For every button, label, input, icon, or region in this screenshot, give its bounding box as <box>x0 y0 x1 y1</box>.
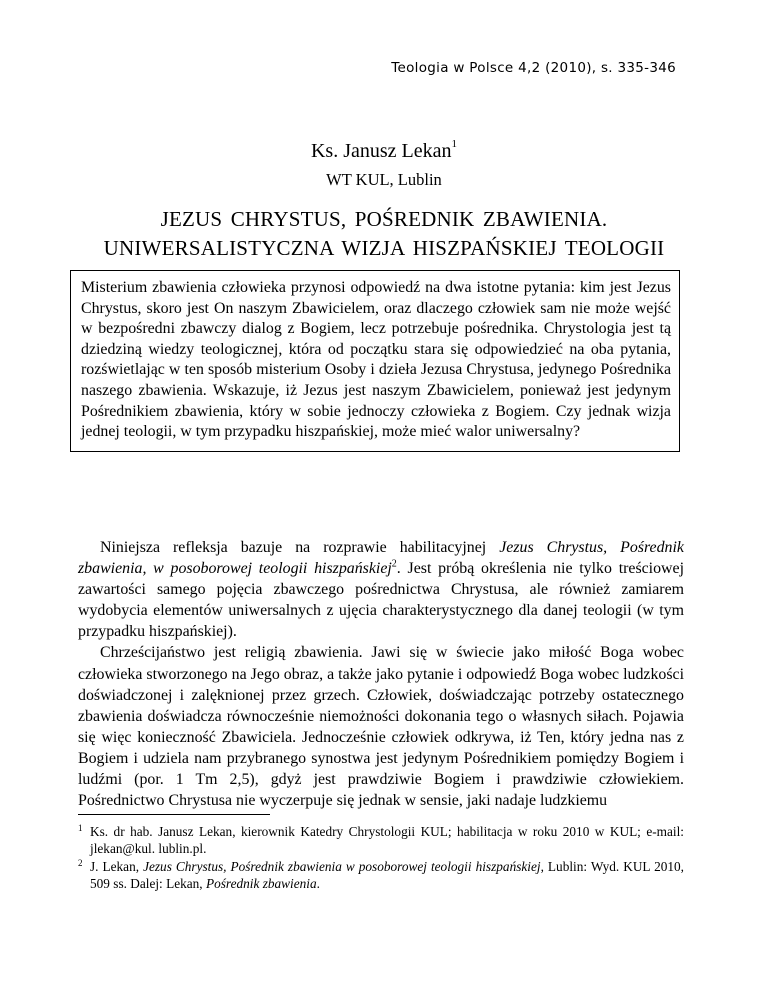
title-line-1: JEZUS CHRYSTUS, POŚREDNIK ZBAWIENIA. <box>160 207 608 231</box>
author-affiliation: WT KUL, Lublin <box>326 170 442 189</box>
title-line-2: UNIWERSALISTYCZNA WIZJA HISZPAŃSKIEJ TEOLOGII <box>103 236 665 260</box>
article-title <box>0 205 768 263</box>
body-paragraph-2: Chrześcijaństwo jest religią zbawienia. Jawi się w świecie jako miłość Boga wobec człowieka stworzonego na Jego obraz, a także jako pytanie i odpowiedź Boga wobec ludzkości doświadczonej i zalęknionej przez grzech. Człowiek, doświadczając potrzeby ostatecznego zbawienia doświadcza równocześnie niemożności dokonania tego o własnych siłach. Pojawia się więc konieczność Zbawiciela. Jednocześnie człowiek odkrywa, iż Ten, który jedna nas z Bogiem i udziela nam przybranego synostwa jest jedynym Pośrednikiem pomiędzy Bogiem i ludźmi (por. 1 Tm 2,5), gdyż jest prawdziwie Bogiem i prawdziwie człowiekiem. Pośrednictwo Chrystusa nie wyczerpuje się jednak w sensie, jaki nadaje ludzkiemu <box>78 644 684 810</box>
abstract-box: Misterium zbawienia człowieka przynosi odpowiedź na dwa istotne pytania: kim jest Jezus Chrystus, skoro jest On naszym Zbawicielem, oraz dlaczego człowiek sam nie może wejść w bezpośredni zbawczy dialog z Bogiem, lecz potrzebuje pośrednika. Chrystologia jest tą dziedziną wiedzy teologicznej, która od początku stara się odpowiedzieć na oba pytania, rozświetlając w ten sposób misterium Osoby i dzieła Jezusa Chrystusa, jedynego Pośrednika naszego zbawienia. Wskazuje, iż Jezus jest naszym Zbawicielem, ponieważ jest jedynym Pośrednikiem zbawienia, który w sobie jednoczy człowieka z Bogiem. Czy jednak wizja jednej teologii, w tym przypadku hiszpańskiej, może mieć walor uniwersalny? <box>70 270 680 452</box>
cited-work-title: Jezus Chrystus, Pośrednik zbawienia, w posoborowej teologii hiszpańskiej <box>78 539 684 578</box>
footnote-divider <box>78 814 270 815</box>
footnote-ref-2[interactable]: 2 <box>391 558 397 570</box>
footnote-1-text: Ks. dr hab. Janusz Lekan, kierownik Katedry Chrystologii KUL; habilitacja w roku 2010 w KUL; e-mail: jlekan@kul. lublin.pl. <box>90 824 684 856</box>
author-line <box>0 140 768 163</box>
author-name: Ks. Janusz Lekan <box>310 140 452 162</box>
footnote-2: $^2$ J. Lekan, Jezus Chrystus, Pośrednik zbawienia w posoborowej teologii hiszpańskiej, Lublin: Wyd. KUL 2010, 509 ss. Dalej: Lekan, Pośrednik zbawienia. <box>78 857 684 891</box>
author-footnote-mark[interactable]: 1 <box>451 138 458 151</box>
footnote-1: $^1$ Ks. dr hab. Janusz Lekan, kierownik Katedry Chrystologii KUL; habilitacja w roku 2010 w KUL; e-mail: jlekan@kul. lublin.pl. <box>78 822 684 856</box>
article-body <box>78 537 684 811</box>
body-paragraph-1: Niniejsza refleksja bazuje na rozprawie habilitacyjnej Jezus Chrystus, Pośrednik zbawienia, w posoborowej teologii hiszpańskiej$^2$. Jest próbą określenia nie tylko treściowej zawartości samego pojęcia zbawczego pośrednictwa Chrystusa, ale również zamiarem wydobycia elementów uniwersalnych z ujęcia charakterystycznego dla danej teologii (w tym przypadku hiszpańskiej). <box>78 539 684 641</box>
footnotes <box>78 823 684 893</box>
journal-citation-header: Teologia w Polsce 4,2 (2010), s. 335-346 <box>391 60 676 76</box>
